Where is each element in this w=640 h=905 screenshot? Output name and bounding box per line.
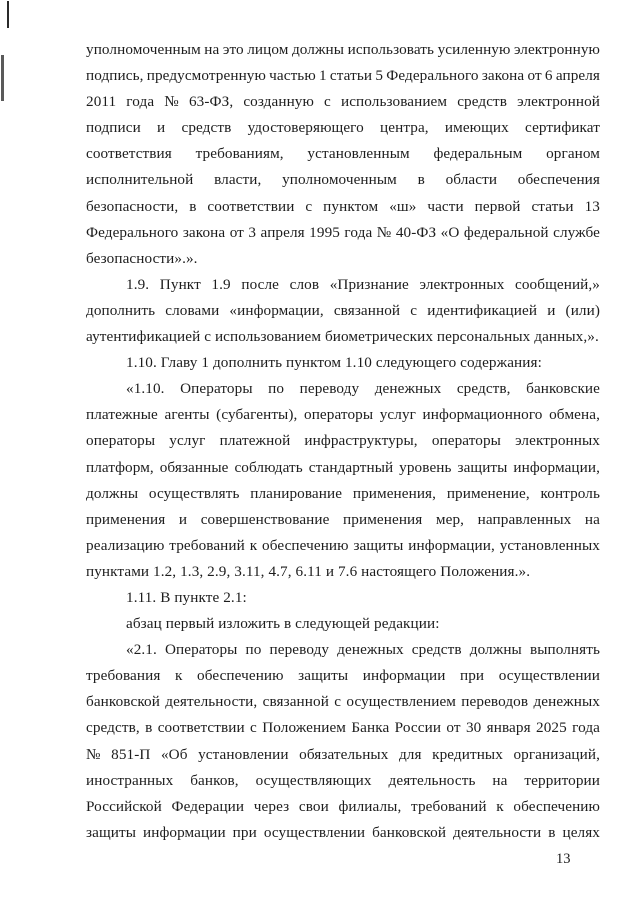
text-line-content: уполномоченным на это лицом должны использовать усиленную электронную	[86, 41, 600, 58]
text-line-content: исполнительной власти, уполномоченным в области обеспечения	[86, 171, 600, 189]
text-line-content: 1.9. Пункт 1.9 после слов «Признание электронных сообщений,»	[126, 275, 600, 293]
text-line	[86, 89, 600, 115]
text-line	[86, 324, 600, 350]
text-line-content: 1.11. В пункте 2.1:	[126, 588, 247, 606]
text-line	[86, 298, 600, 324]
text-line-content: средств, в соответствии с Положением Банка России от 30 января 2025 года	[86, 719, 600, 737]
text-line	[86, 768, 600, 794]
text-line	[86, 246, 600, 272]
text-line	[86, 194, 600, 220]
text-line-content: 1.10. Главу 1 дополнить пунктом 1.10 следующего содержания:	[126, 354, 542, 372]
text-line-content: Федерального закона от 3 апреля 1995 года № 40-ФЗ «О федеральной службе	[86, 223, 600, 241]
document-body	[86, 37, 600, 846]
text-line-content: подписи и средств удостоверяющего центра, имеющих сертификат	[86, 119, 600, 137]
text-line-content: соответствия требованиям, установленным федеральным органом	[86, 145, 600, 163]
text-line	[86, 428, 600, 454]
text-line	[86, 794, 600, 820]
text-line-content: банковской деятельности, связанной с осуществлением переводов денежных	[86, 693, 600, 711]
text-line-content: безопасности, в соответствии с пунктом «ш» части первой статьи 13	[86, 197, 600, 215]
text-line-content: дополнить словами «информации, связанной с идентификацией и (или)	[86, 301, 600, 319]
text-line-content: пунктами 1.2, 1.3, 2.9, 3.11, 4.7, 6.11 и 7.6 настоящего Положения.».	[86, 562, 531, 580]
text-line	[86, 611, 600, 637]
text-line	[86, 689, 600, 715]
text-line-content: иностранных банков, осуществляющих деятельность на территории	[86, 771, 600, 789]
text-line	[86, 559, 600, 585]
text-line	[86, 715, 600, 741]
text-line	[86, 402, 600, 428]
text-line	[86, 820, 600, 846]
text-line	[86, 507, 600, 533]
text-line-content: защиты информации при осуществлении банковской деятельности в целях	[86, 823, 600, 841]
text-line	[86, 585, 600, 611]
text-line	[86, 742, 600, 768]
scan-artifact-left	[1, 55, 4, 101]
scan-artifact-top	[7, 1, 9, 28]
text-line	[86, 376, 600, 402]
text-line-content: требования к обеспечению защиты информации при осуществлении	[86, 667, 600, 685]
text-line-content: «2.1. Операторы по переводу денежных средств должны выполнять	[126, 641, 600, 659]
page-number: 13	[556, 851, 571, 867]
text-line	[86, 272, 600, 298]
text-line-content: операторы услуг платежной инфраструктуры, операторы электронных	[86, 432, 600, 450]
text-line-content: платформ, обязанные соблюдать стандартный уровень защиты информации,	[86, 458, 600, 476]
text-line-content: должны осуществлять планирование применения, применение, контроль	[86, 484, 600, 502]
text-line-content: «1.10. Операторы по переводу денежных средств, банковские	[126, 380, 600, 398]
text-line-content: абзац первый изложить в следующей редакции:	[126, 615, 440, 633]
text-line-content: применения и совершенствование применения мер, направленных на	[86, 510, 600, 528]
text-line	[86, 350, 600, 376]
text-line	[86, 533, 600, 559]
text-line-content: безопасности».».	[86, 249, 198, 267]
text-line	[86, 637, 600, 663]
text-line	[86, 220, 600, 246]
text-line-content: аутентификацией с использованием биометрических персональных данных,».	[86, 328, 599, 346]
text-line-content: Российской Федерации через свои филиалы, требований к обеспечению	[86, 797, 600, 815]
text-line	[86, 141, 600, 167]
text-line	[86, 663, 600, 689]
text-line-content: № 851-П «Об установлении обязательных для кредитных организаций,	[86, 745, 600, 763]
text-line-content: платежные агенты (субагенты), операторы услуг информационного обмена,	[86, 406, 600, 424]
text-line-content: 2011 года № 63-ФЗ, созданную с использованием средств электронной	[86, 93, 600, 111]
text-line	[86, 37, 600, 63]
text-line	[86, 167, 600, 193]
text-line-content: реализацию требований к обеспечению защиты информации, установленных	[86, 536, 600, 554]
text-line	[86, 455, 600, 481]
text-line	[86, 63, 600, 89]
text-line-content: подпись, предусмотренную частью 1 статьи 5 Федерального закона от 6 апреля	[86, 67, 600, 85]
text-line	[86, 115, 600, 141]
text-line	[86, 481, 600, 507]
